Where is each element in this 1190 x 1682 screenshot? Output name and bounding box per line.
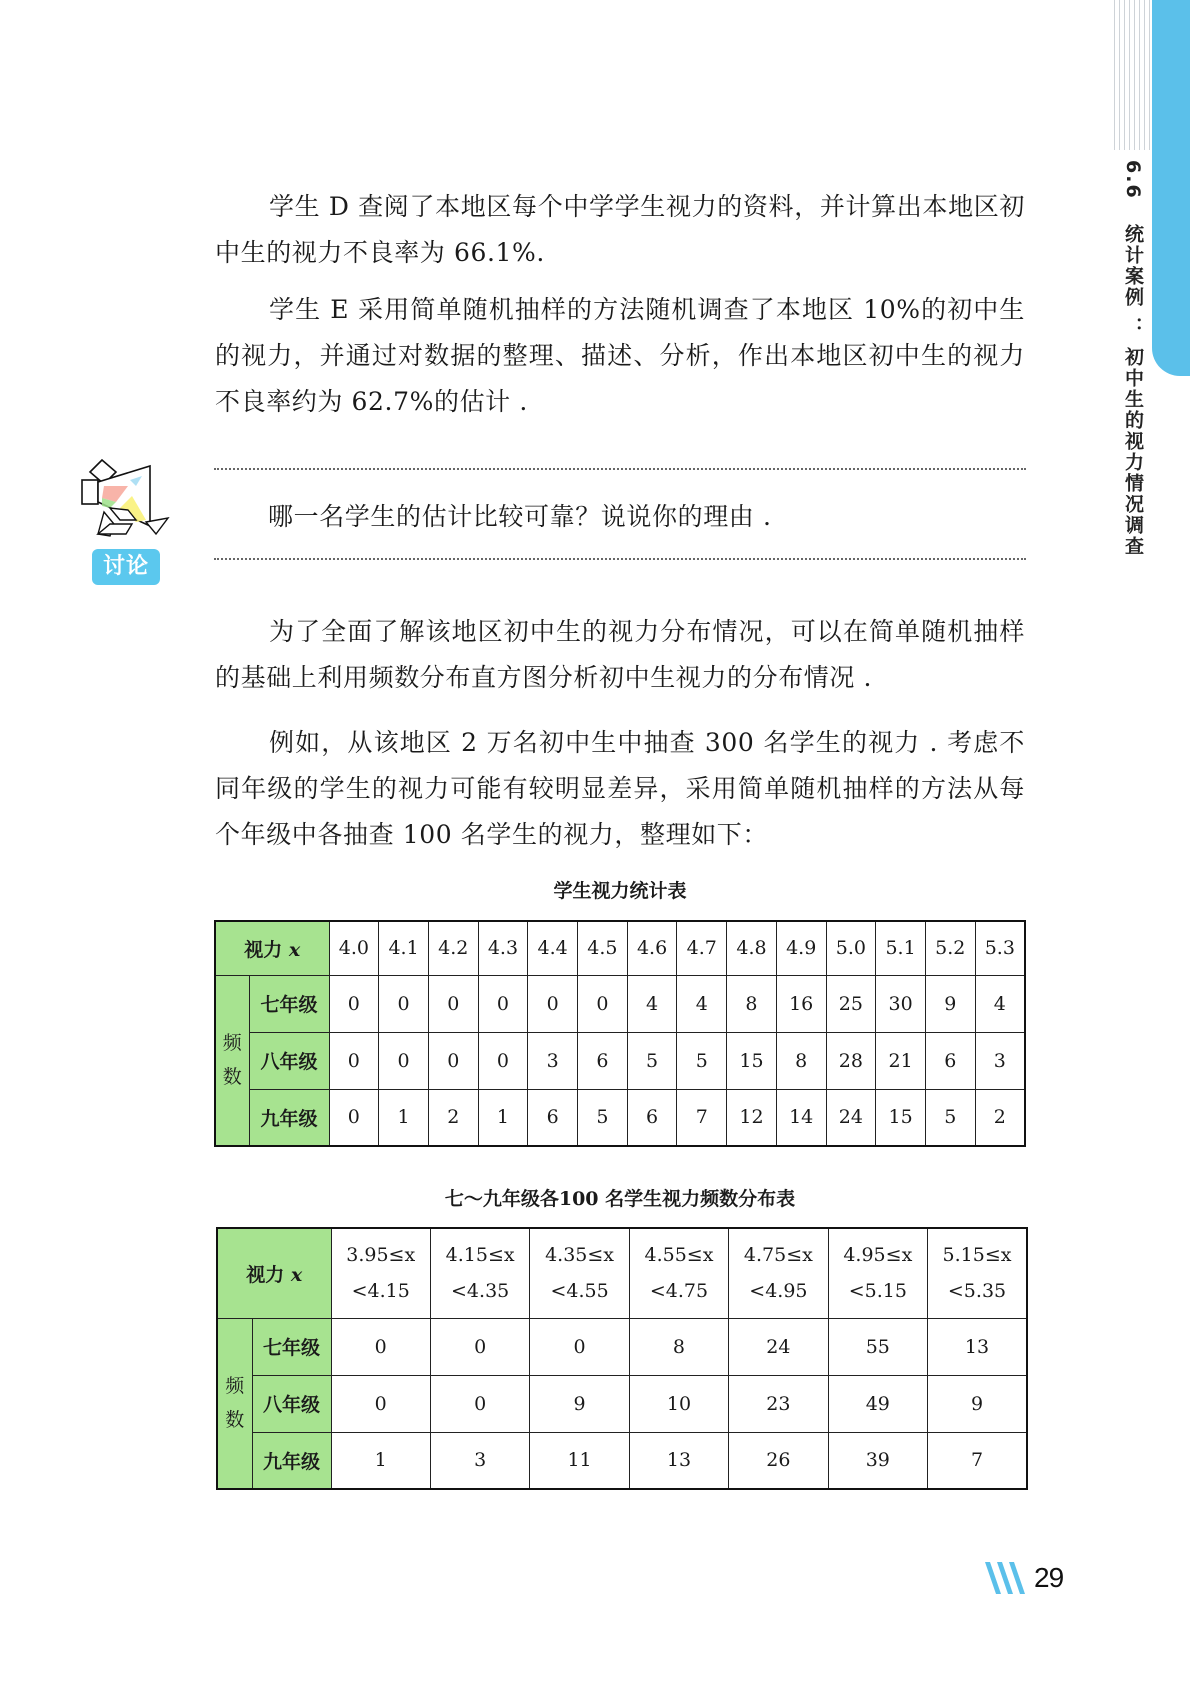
section-number: 6.6	[1122, 160, 1144, 200]
range-lower-bound: 4.55≤x	[644, 1244, 714, 1267]
table-cell: 5	[925, 1089, 975, 1146]
column-header: 4.2	[428, 921, 478, 975]
table-cell: 0	[331, 1318, 430, 1375]
column-header: 4.9	[776, 921, 826, 975]
column-header: 4.4	[528, 921, 578, 975]
table-cell: 6	[528, 1089, 578, 1146]
frequency-group-label: 频 数	[217, 1318, 252, 1489]
range-lower-bound: 4.15≤x	[445, 1244, 515, 1267]
column-header: 4.1	[379, 921, 429, 975]
table-cell: 39	[828, 1432, 927, 1489]
column-header: 4.6	[627, 921, 677, 975]
table-cell: 5	[627, 1032, 677, 1089]
table-cell: 6	[578, 1032, 628, 1089]
table-cell: 3	[975, 1032, 1025, 1089]
column-header: 4.3	[478, 921, 528, 975]
table-cell: 10	[629, 1375, 728, 1432]
table-cell: 0	[428, 1032, 478, 1089]
range-column-header	[530, 1228, 629, 1318]
chapter-tab	[1152, 0, 1190, 376]
table-cell: 4	[677, 975, 727, 1032]
table-cell: 8	[629, 1318, 728, 1375]
table-cell: 24	[729, 1318, 828, 1375]
range-column-header	[729, 1228, 828, 1318]
table-cell: 2	[428, 1089, 478, 1146]
paragraph-student-d	[215, 184, 1025, 276]
table-cell: 8	[776, 1032, 826, 1089]
dotted-divider-bottom	[214, 558, 1026, 560]
table-cell: 5	[677, 1032, 727, 1089]
table-cell: 13	[928, 1318, 1027, 1375]
megaphone-tangram-icon	[80, 458, 174, 540]
grade-label: 八年级	[249, 1032, 329, 1089]
table-cell: 8	[727, 975, 777, 1032]
table-cell: 9	[925, 975, 975, 1032]
table-cell: 3	[528, 1032, 578, 1089]
range-column-header	[828, 1228, 927, 1318]
paragraph-text: 学生 E 采用简单随机抽样的方法随机调查了本地区 10%的初中生的视力，并通过对数据的整理、描述、分析，作出本地区初中生的视力不良率约为 62.7%的估计 .	[215, 295, 1025, 416]
table-cell: 28	[826, 1032, 876, 1089]
discussion-question: 哪一名学生的估计比较可靠？说说你的理由 .	[268, 502, 772, 531]
table-cell: 4	[975, 975, 1025, 1032]
column-header: 4.7	[677, 921, 727, 975]
table-cell: 0	[329, 975, 379, 1032]
table-cell: 0	[528, 975, 578, 1032]
table-cell: 6	[627, 1089, 677, 1146]
range-upper-bound: <4.95	[749, 1280, 808, 1303]
table-cell: 16	[776, 975, 826, 1032]
side-decorative-lines	[1110, 0, 1150, 150]
table-cell: 15	[727, 1032, 777, 1089]
range-upper-bound: <4.75	[649, 1280, 709, 1303]
column-header: 4.8	[727, 921, 777, 975]
range-lower-bound: 4.95≤x	[843, 1244, 913, 1267]
paragraph-text: 学生 D 查阅了本地区每个中学学生视力的资料，并计算出本地区初中生的视力不良率为 66.1%.	[215, 192, 1025, 267]
range-lower-bound: 4.75≤x	[743, 1244, 813, 1267]
table-cell: 14	[776, 1089, 826, 1146]
grade-label: 九年级	[252, 1432, 331, 1489]
section-heading-vertical	[1116, 160, 1150, 557]
table-row	[215, 1032, 1025, 1089]
table-header-row	[217, 1228, 1027, 1318]
page-number: 29	[1034, 1562, 1064, 1593]
range-column-header	[331, 1228, 430, 1318]
header-vision-x: 视力 x	[217, 1228, 331, 1318]
paragraph-histogram-intro	[215, 609, 1025, 701]
table-cell: 0	[430, 1318, 529, 1375]
table-cell: 0	[379, 975, 429, 1032]
range-lower-bound: 3.95≤x	[346, 1244, 416, 1267]
range-upper-bound: <4.55	[550, 1280, 609, 1303]
table-cell: 7	[928, 1432, 1027, 1489]
column-header: 4.5	[578, 921, 628, 975]
table-cell: 1	[478, 1089, 528, 1146]
table-cell: 0	[478, 975, 528, 1032]
table-cell: 21	[876, 1032, 926, 1089]
table-row	[215, 975, 1025, 1032]
table-cell: 3	[430, 1432, 529, 1489]
table-cell: 1	[379, 1089, 429, 1146]
discussion-badge: 讨论	[92, 549, 160, 585]
table2-title: 七～九年级各100 名学生视力频数分布表	[444, 1188, 796, 1210]
table-cell: 15	[876, 1089, 926, 1146]
grade-label: 九年级	[249, 1089, 329, 1146]
column-header: 4.0	[329, 921, 379, 975]
table-cell: 23	[729, 1375, 828, 1432]
range-upper-bound: <4.35	[451, 1280, 510, 1303]
grade-label: 七年级	[249, 975, 329, 1032]
table-cell: 7	[677, 1089, 727, 1146]
paragraph-text: 例如，从该地区 2 万名初中生中抽查 300 名学生的视力 . 考虑不同年级的学生的视力可能有较明显差异，采用简单随机抽样的方法从每个年级中各抽查 100 名学生的视力，整理如下：	[215, 728, 1025, 849]
section-title-a: 统计案例	[1122, 224, 1144, 309]
table1-title: 学生视力统计表	[553, 880, 687, 902]
table-cell: 24	[826, 1089, 876, 1146]
table-cell: 26	[729, 1432, 828, 1489]
table-cell: 0	[478, 1032, 528, 1089]
table-cell: 0	[578, 975, 628, 1032]
table-cell: 55	[828, 1318, 927, 1375]
table-cell: 0	[331, 1375, 430, 1432]
column-header: 5.0	[826, 921, 876, 975]
table-cell: 12	[727, 1089, 777, 1146]
vision-statistics-table	[214, 920, 1026, 1147]
range-column-header	[430, 1228, 529, 1318]
table-cell: 0	[428, 975, 478, 1032]
table-cell: 9	[928, 1375, 1027, 1432]
header-vision-x: 视力 x	[215, 921, 329, 975]
range-lower-bound: 5.15≤x	[942, 1244, 1012, 1267]
frequency-group-label: 频 数	[215, 975, 249, 1146]
table-cell: 6	[925, 1032, 975, 1089]
range-column-header	[629, 1228, 728, 1318]
table-row	[215, 1089, 1025, 1146]
section-title-separator: ：	[1122, 316, 1144, 338]
dotted-divider-top	[214, 468, 1026, 470]
table-cell: 1	[331, 1432, 430, 1489]
range-upper-bound: <5.15	[848, 1280, 907, 1303]
vision-frequency-distribution-table	[216, 1227, 1028, 1490]
table-row	[217, 1432, 1027, 1489]
table-cell: 0	[329, 1089, 379, 1146]
section-title-b: 初中生的视力情况调查	[1122, 346, 1144, 557]
table-row	[217, 1318, 1027, 1375]
grade-label: 七年级	[252, 1318, 331, 1375]
table-cell: 9	[530, 1375, 629, 1432]
column-header: 5.2	[925, 921, 975, 975]
table-cell: 25	[826, 975, 876, 1032]
table-cell: 0	[530, 1318, 629, 1375]
paragraph-example	[215, 720, 1025, 858]
range-column-header	[928, 1228, 1027, 1318]
table-row	[217, 1375, 1027, 1432]
table-cell: 2	[975, 1089, 1025, 1146]
paragraph-text: 为了全面了解该地区初中生的视力分布情况，可以在简单随机抽样的基础上利用频数分布直方图分析初中生视力的分布情况 .	[215, 617, 1025, 692]
table-cell: 5	[578, 1089, 628, 1146]
grade-label: 八年级	[252, 1375, 331, 1432]
table-cell: 0	[430, 1375, 529, 1432]
column-header: 5.1	[876, 921, 926, 975]
page-stripes-icon	[985, 1562, 1031, 1594]
table-cell: 13	[629, 1432, 728, 1489]
table-cell: 0	[329, 1032, 379, 1089]
table-cell: 11	[530, 1432, 629, 1489]
paragraph-student-e	[215, 287, 1025, 425]
table-cell: 30	[876, 975, 926, 1032]
table-cell: 49	[828, 1375, 927, 1432]
table-cell: 4	[627, 975, 677, 1032]
column-header: 5.3	[975, 921, 1025, 975]
range-lower-bound: 4.35≤x	[545, 1244, 615, 1267]
table-header-row	[215, 921, 1025, 975]
range-upper-bound: <4.15	[351, 1280, 410, 1303]
table-cell: 0	[379, 1032, 429, 1089]
range-upper-bound: <5.35	[947, 1280, 1007, 1303]
